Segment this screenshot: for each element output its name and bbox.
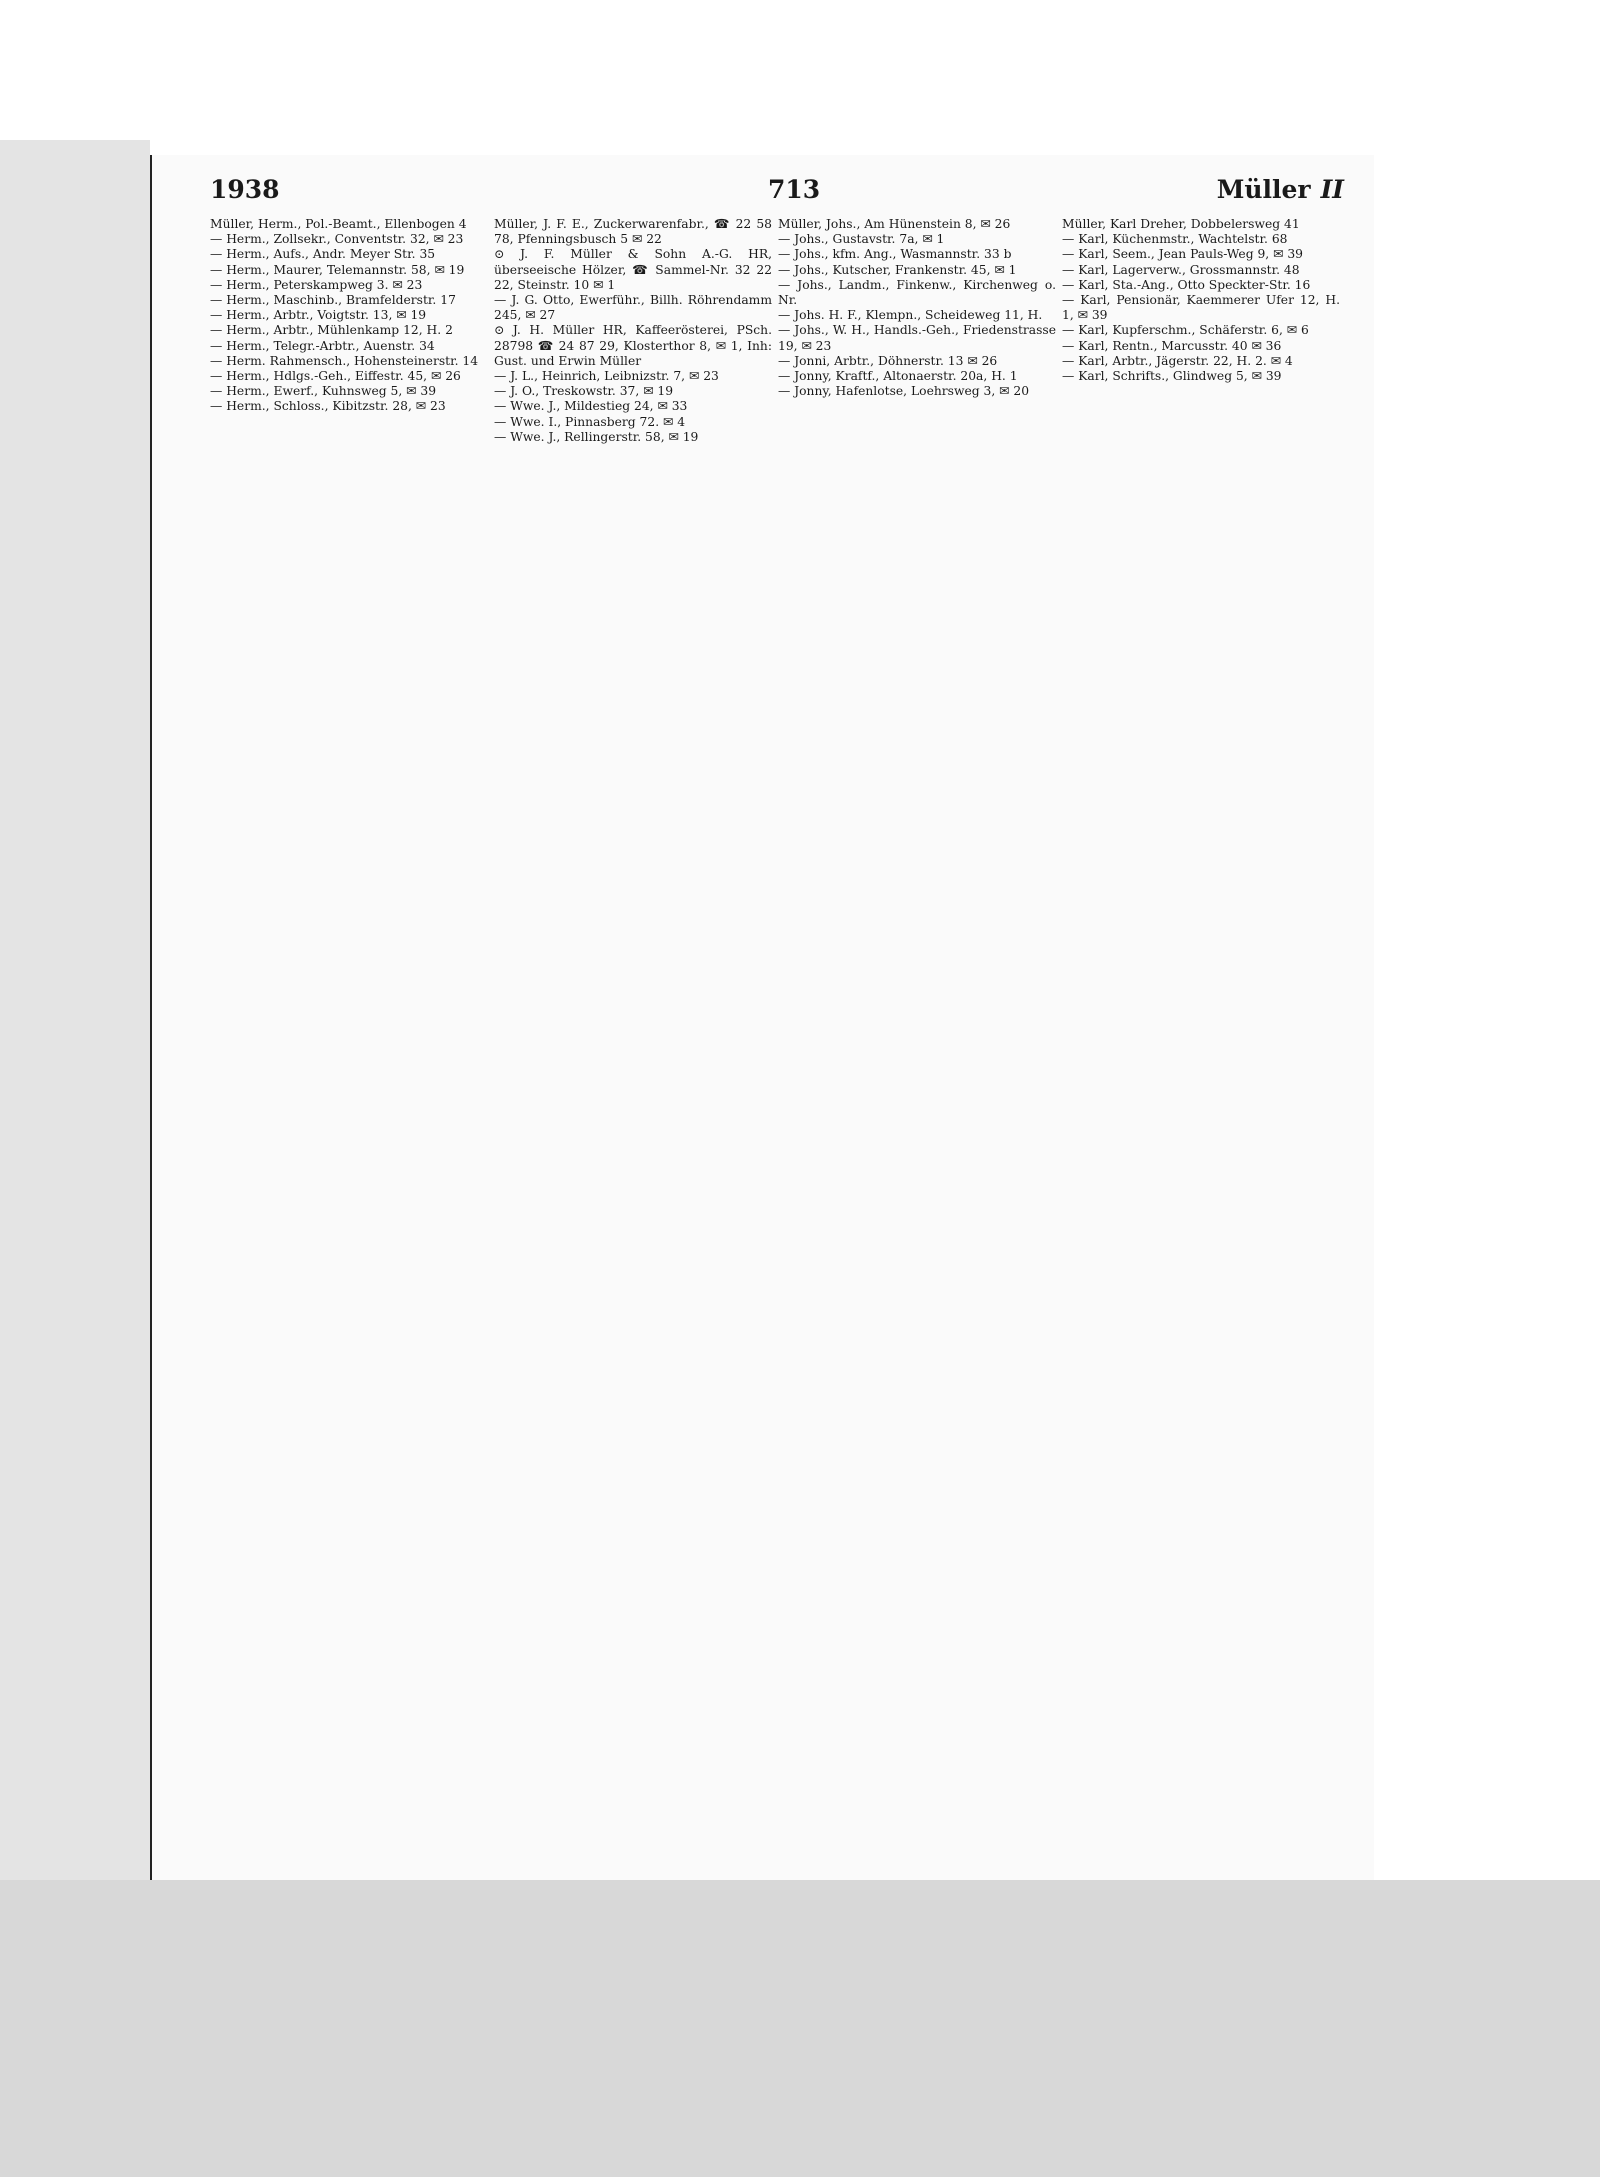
directory-entry: — Karl, Lagerverw., Grossmannstr. 48 [1062,262,1300,277]
directory-entry: — Jonny, Kraftf., Altonaerstr. 20a, H. 1 [778,369,1018,384]
directory-entry: — Jonny, Hafenlotse, Loehrsweg 3, ✉ 20 [778,384,1030,399]
header-surname [1217,175,1344,204]
directory-entry: Müller, Johs., Am Hünenstein 8, ✉ 26 [778,217,1011,231]
directory-entry: — Jonni, Arbtr., Döhnerstr. 13 ✉ 26 [778,353,998,368]
directory-entry: — Herm., Telegr.-Arbtr., Auenstr. 34 [210,338,435,353]
directory-entry: — Wwe. J., Rellingerstr. 58, ✉ 19 [494,429,699,444]
directory-entry: — Karl, Kupferschm., Schäferstr. 6, ✉ 6 [1062,323,1309,338]
directory-entry: — Johs., Landm., Finkenw., Kirchenweg o. Nr. [778,277,1056,308]
directory-entry: — Karl, Küchenmstr., Wachtelstr. 68 [1062,232,1288,247]
directory-entry: ⊙ J. F. Müller & Sohn A.-G. HR, überseeische Hölzer, ☎ Sammel-Nr. 32 22 22, Steinstr. 10 ✉ 1 [494,247,772,292]
directory-entry: — Herm., Schloss., Kibitzstr. 28, ✉ 23 [210,399,446,414]
directory-entry: — Herm., Maschinb., Bramfelderstr. 17 [210,293,456,308]
directory-entry: — J. G. Otto, Ewerführ., Billh. Röhrendamm 245, ✉ 27 [494,293,772,323]
directory-entry: — Herm., Arbtr., Mühlenkamp 12, H. 2 [210,323,453,338]
directory-entry: Müller, Herm., Pol.-Beamt., Ellenbogen 4 [210,217,467,231]
directory-entry: — Johs. H. F., Klempn., Scheideweg 11, H. [778,308,1043,323]
directory-entry: — Johs., W. H., Handls.-Geh., Friedenstrasse 19, ✉ 23 [778,323,1056,353]
directory-entry: ⊙ J. H. Müller HR, Kaffeerösterei, PSch. 28798 ☎ 24 87 29, Klosterthor 8, ✉ 1, Inh: Gust. und Erwin Müller [494,323,772,368]
column-3 [778,217,1056,445]
directory-entry: — Johs., Kutscher, Frankenstr. 45, ✉ 1 [778,262,1017,277]
directory-entry: — Herm., Aufs., Andr. Meyer Str. 35 [210,247,436,262]
directory-entry: — Wwe. J., Mildestieg 24, ✉ 33 [494,399,688,414]
directory-entry: — Herm., Zollsekr., Conventstr. 32, ✉ 23 [210,232,464,247]
directory-entry: — Karl, Seem., Jean Pauls-Weg 9, ✉ 39 [1062,247,1303,262]
column-2 [494,217,772,445]
page-header [210,175,1344,215]
directory-entry: — Wwe. I., Pinnasberg 72. ✉ 4 [494,414,686,429]
directory-entry: — Johs., kfm. Ang., Wasmannstr. 33 b [778,247,1012,262]
header-surname-text: Müller [1216,175,1311,204]
directory-entry: Müller, J. F. E., Zuckerwarenfabr., ☎ 22 58 78, Pfenningsbusch 5 ✉ 22 [494,217,772,247]
directory-entry: — Herm., Maurer, Telemannstr. 58, ✉ 19 [210,262,465,277]
directory-entry: — Herm., Peterskampweg 3. ✉ 23 [210,277,423,292]
directory-entry: — J. L., Heinrich, Leibnizstr. 7, ✉ 23 [494,369,719,384]
scan-background [0,1880,1600,2177]
directory-entry: — Karl, Rentn., Marcusstr. 40 ✉ 36 [1062,338,1282,353]
directory-entry: — J. O., Treskowstr. 37, ✉ 19 [494,384,674,399]
previous-page-margin [0,140,150,1880]
directory-entry: — Herm., Arbtr., Voigtstr. 13, ✉ 19 [210,308,427,323]
header-year: 1938 [210,175,280,204]
directory-entry: — Karl, Pensionär, Kaemmerer Ufer 12, H. 1, ✉ 39 [1062,293,1340,323]
column-1 [210,217,488,445]
directory-entry: — Herm., Hdlgs.-Geh., Eiffestr. 45, ✉ 26 [210,369,461,384]
directory-entry: — Herm. Rahmensch., Hohensteinerstr. 14 [210,353,479,368]
directory-entry: — Herm., Ewerf., Kuhnsweg 5, ✉ 39 [210,384,437,399]
column-4 [1062,217,1340,445]
header-section: II [1320,175,1344,204]
directory-entry: — Karl, Arbtr., Jägerstr. 22, H. 2. ✉ 4 [1062,353,1293,368]
directory-entry: — Johs., Gustavstr. 7a, ✉ 1 [778,232,945,247]
directory-page [150,155,1374,1885]
directory-entry: — Karl, Schrifts., Glindweg 5, ✉ 39 [1062,369,1282,384]
page-number: 713 [768,175,821,204]
directory-entry: — Karl, Sta.-Ang., Otto Speckter-Str. 16 [1062,277,1311,292]
directory-entry: Müller, Karl Dreher, Dobbelersweg 41 [1062,217,1300,231]
column-grid [210,217,1340,445]
